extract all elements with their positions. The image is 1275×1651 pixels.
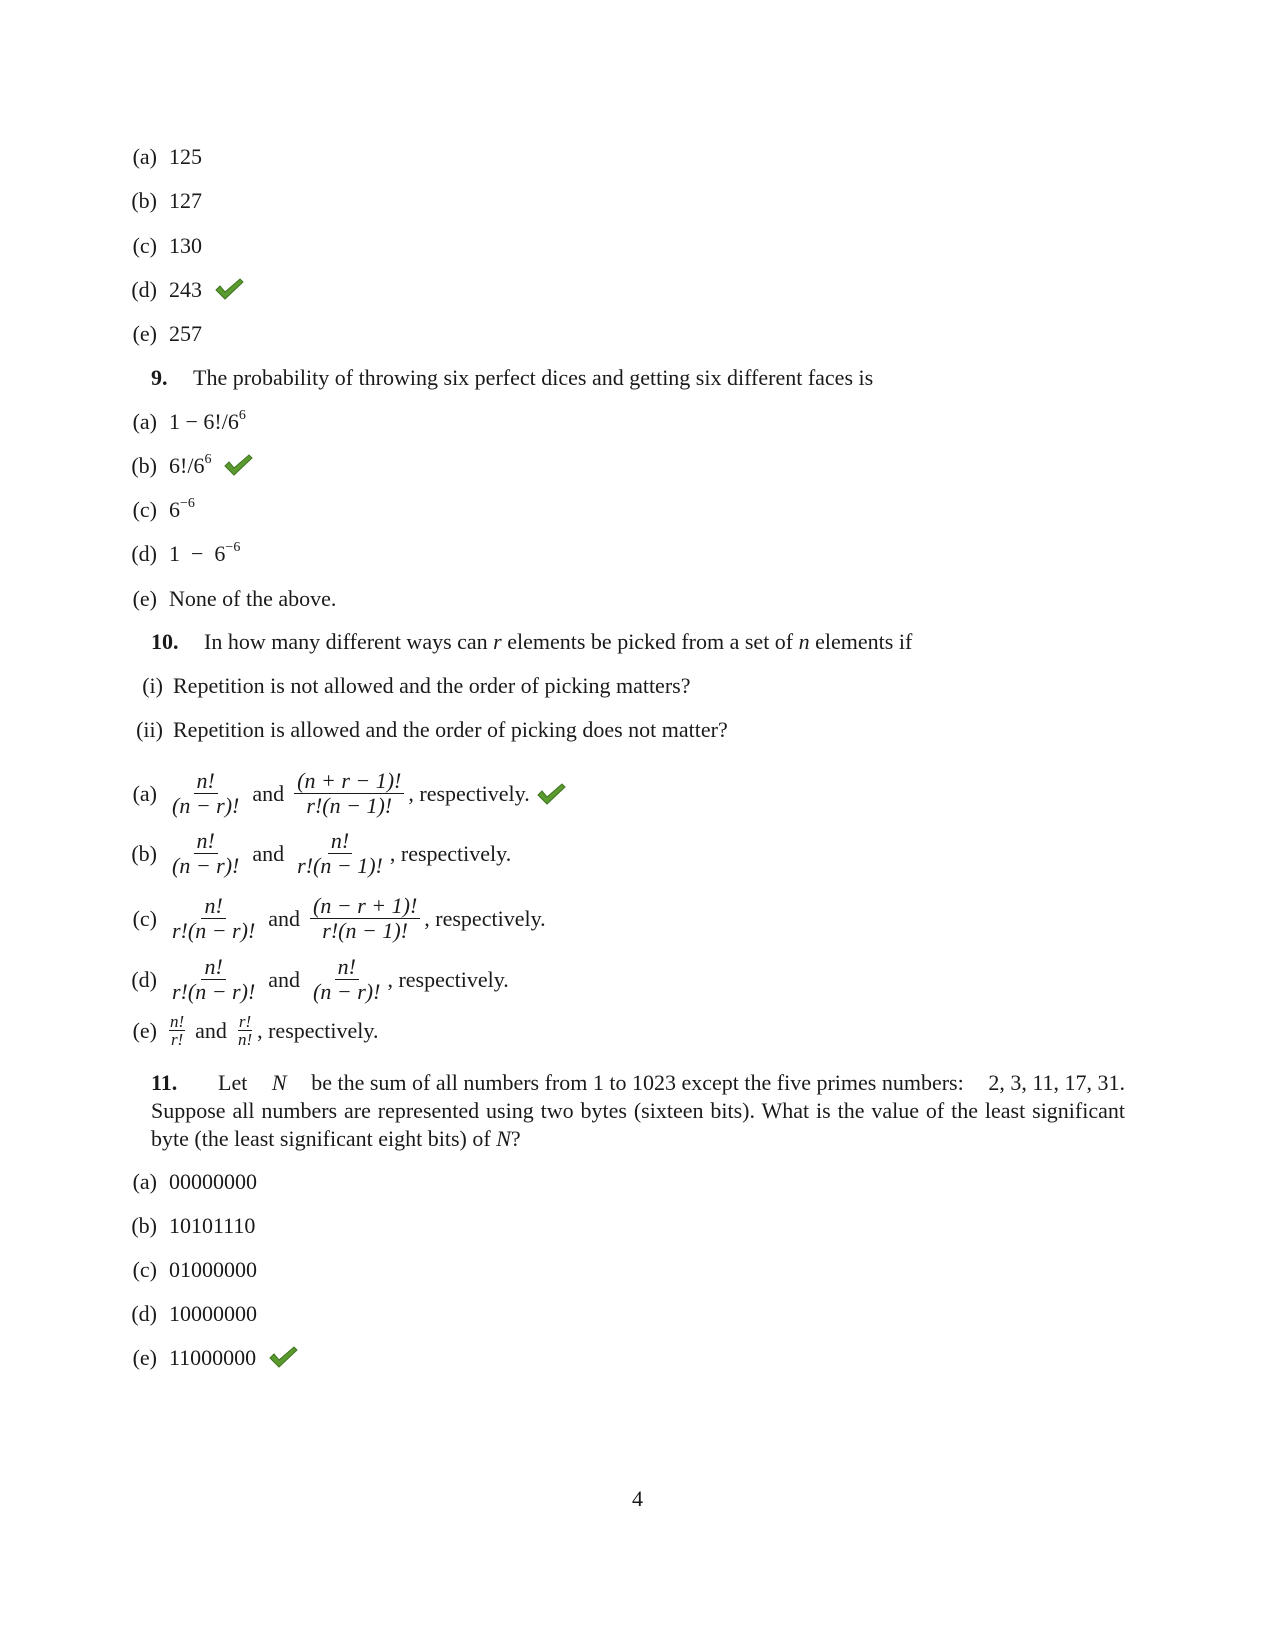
- q10-option-b: [117, 829, 511, 878]
- part-text: Repetition is not allowed and the order of picking matters?: [173, 673, 691, 698]
- option-label: (d): [131, 1301, 157, 1326]
- and-text: and: [268, 966, 301, 992]
- q9-option-d: [117, 541, 240, 567]
- numerator: n!: [201, 894, 225, 919]
- option-label: (a): [132, 1169, 157, 1194]
- option-label: (b): [131, 453, 157, 478]
- denominator: r!(n − 1)!: [306, 793, 393, 818]
- option-label: (e): [132, 1345, 157, 1370]
- superscript: −6: [225, 540, 241, 555]
- option-math: 1 − 6: [169, 541, 226, 566]
- option-label: (e): [132, 586, 157, 611]
- numerator: r!: [238, 1012, 252, 1031]
- fraction-1: [169, 1013, 185, 1048]
- checkmark-icon: [268, 1345, 298, 1369]
- question-text: be the sum of all numbers from 1 to 1023 except the five primes numbers:: [311, 1070, 964, 1095]
- and-text: and: [268, 905, 301, 931]
- suffix-text: , respectively.: [387, 966, 509, 992]
- option-text: 243: [169, 277, 202, 302]
- fraction-2: [294, 829, 386, 878]
- option-label: (c): [132, 1257, 157, 1282]
- question-text: Let: [218, 1070, 248, 1095]
- and-text: and: [252, 840, 285, 866]
- option-text: 127: [169, 188, 202, 213]
- option-text: 10101110: [169, 1213, 256, 1238]
- question-text: In how many different ways can: [204, 629, 488, 654]
- question-text: ?: [510, 1126, 521, 1151]
- q11-option-e: [117, 1345, 298, 1371]
- q10-part-i: [117, 673, 690, 699]
- numerator: n!: [194, 769, 218, 794]
- part-label: (ii): [136, 717, 163, 742]
- option-label: (b): [131, 1213, 157, 1238]
- q9-option-b: [117, 453, 253, 479]
- option-label: (d): [131, 277, 157, 302]
- numerator: n!: [335, 955, 359, 980]
- numerator: n!: [201, 955, 225, 980]
- and-text: and: [195, 1017, 227, 1043]
- option-text: 130: [169, 233, 202, 258]
- question-text: elements if: [815, 629, 913, 654]
- q10-option-a: [117, 769, 566, 818]
- option-text: 257: [169, 321, 202, 346]
- denominator: r!(n − 1)!: [297, 853, 383, 878]
- q8-option-e: [117, 321, 202, 347]
- option-text: 10000000: [169, 1301, 257, 1326]
- question-text: elements be picked from a set of: [507, 629, 794, 654]
- q9-option-c: [117, 497, 195, 523]
- option-math: 6: [169, 497, 180, 522]
- denominator: r!(n − r)!: [172, 918, 256, 943]
- denominator: (n − r)!: [172, 853, 240, 878]
- option-label: (a): [132, 780, 157, 806]
- q10-option-c: [117, 894, 546, 943]
- denominator: r!(n − 1)!: [322, 918, 409, 943]
- superscript: −6: [180, 496, 195, 511]
- q8-option-d: [117, 277, 244, 303]
- option-text: 01000000: [169, 1257, 257, 1282]
- denominator: r!: [170, 1030, 184, 1049]
- q11-option-c: [117, 1257, 257, 1283]
- question-10: [151, 629, 912, 655]
- math-var: N: [271, 1070, 287, 1095]
- option-math: 1 − 6!/6: [169, 409, 239, 434]
- q8-option-c: [117, 233, 202, 259]
- denominator: (n − r)!: [313, 979, 381, 1004]
- fraction-1: [169, 769, 242, 818]
- page-number: 4: [632, 1486, 643, 1511]
- denominator: n!: [237, 1030, 253, 1049]
- checkmark-icon: [536, 782, 566, 806]
- checkmark-icon: [214, 277, 244, 301]
- fraction-1: [169, 829, 242, 878]
- option-label: (a): [132, 144, 157, 169]
- option-label: (c): [132, 497, 157, 522]
- math-var: N: [496, 1126, 511, 1151]
- and-text: and: [252, 780, 285, 806]
- denominator: r!(n − r)!: [172, 979, 256, 1004]
- question-number: 10.: [151, 629, 179, 654]
- q9-option-a: [117, 409, 246, 435]
- option-label: (c): [132, 233, 157, 258]
- denominator: (n − r)!: [172, 793, 240, 818]
- numerator: (n + r − 1)!: [294, 769, 404, 794]
- part-text: Repetition is allowed and the order of picking does not matter?: [173, 717, 728, 742]
- primes-list: 2, 3, 11, 17, 31.: [988, 1070, 1125, 1095]
- q10-option-d: [117, 955, 509, 1004]
- fraction-2: [237, 1013, 253, 1048]
- numerator: n!: [328, 829, 352, 854]
- option-text: 11000000: [169, 1345, 257, 1370]
- q11-option-a: [117, 1169, 257, 1195]
- q11-option-d: [117, 1301, 257, 1327]
- question-text: The probability of throwing six perfect dices and getting six different faces is: [193, 365, 874, 390]
- suffix-text: , respectively.: [257, 1017, 379, 1043]
- checkmark-icon: [223, 453, 253, 477]
- suffix-text: , respectively.: [389, 840, 512, 866]
- numerator: (n − r + 1)!: [310, 894, 420, 919]
- option-label: (d): [131, 966, 157, 992]
- option-label: (c): [132, 905, 157, 931]
- math-var: r: [493, 629, 502, 654]
- q8-option-a: [117, 144, 202, 170]
- fraction-2: [310, 894, 420, 943]
- option-text: None of the above.: [169, 586, 337, 611]
- question-11-body: [151, 1097, 1125, 1153]
- part-label: (i): [142, 673, 163, 698]
- numerator: n!: [170, 1012, 185, 1031]
- superscript: 6: [204, 452, 212, 467]
- suffix-text: , respectively.: [408, 780, 530, 806]
- q11-lead: [151, 1069, 247, 1097]
- question-11: [151, 1069, 1125, 1153]
- option-label: (e): [132, 321, 157, 346]
- q10-part-ii: [117, 717, 728, 743]
- q11-option-b: [117, 1213, 255, 1239]
- fraction-1: [169, 894, 258, 943]
- option-label: (e): [132, 1017, 157, 1043]
- question-11-line-1: [151, 1069, 1125, 1097]
- superscript: 6: [238, 408, 246, 423]
- q8-option-b: [117, 188, 202, 214]
- question-number: 11.: [151, 1070, 178, 1095]
- q10-option-e: [117, 1013, 378, 1048]
- option-label: (a): [132, 409, 157, 434]
- math-var: n: [798, 629, 810, 654]
- option-math: 6!/6: [169, 453, 205, 478]
- option-text: 00000000: [169, 1169, 257, 1194]
- suffix-text: , respectively.: [424, 905, 546, 931]
- option-label: (d): [131, 541, 157, 566]
- option-label: (b): [131, 840, 157, 866]
- question-number: 9.: [151, 365, 168, 390]
- q9-option-e: [117, 586, 336, 612]
- fraction-2: [294, 769, 404, 818]
- fraction-1: [169, 955, 258, 1004]
- question-9: [151, 365, 873, 391]
- option-text: 125: [169, 144, 202, 169]
- fraction-2: [310, 955, 383, 1004]
- question-text: Suppose all numbers are represented using two bytes (sixteen bits). What is the value of the least significant byte (the least significant eight bits) of: [151, 1098, 1125, 1151]
- option-label: (b): [131, 188, 157, 213]
- numerator: n!: [194, 829, 218, 854]
